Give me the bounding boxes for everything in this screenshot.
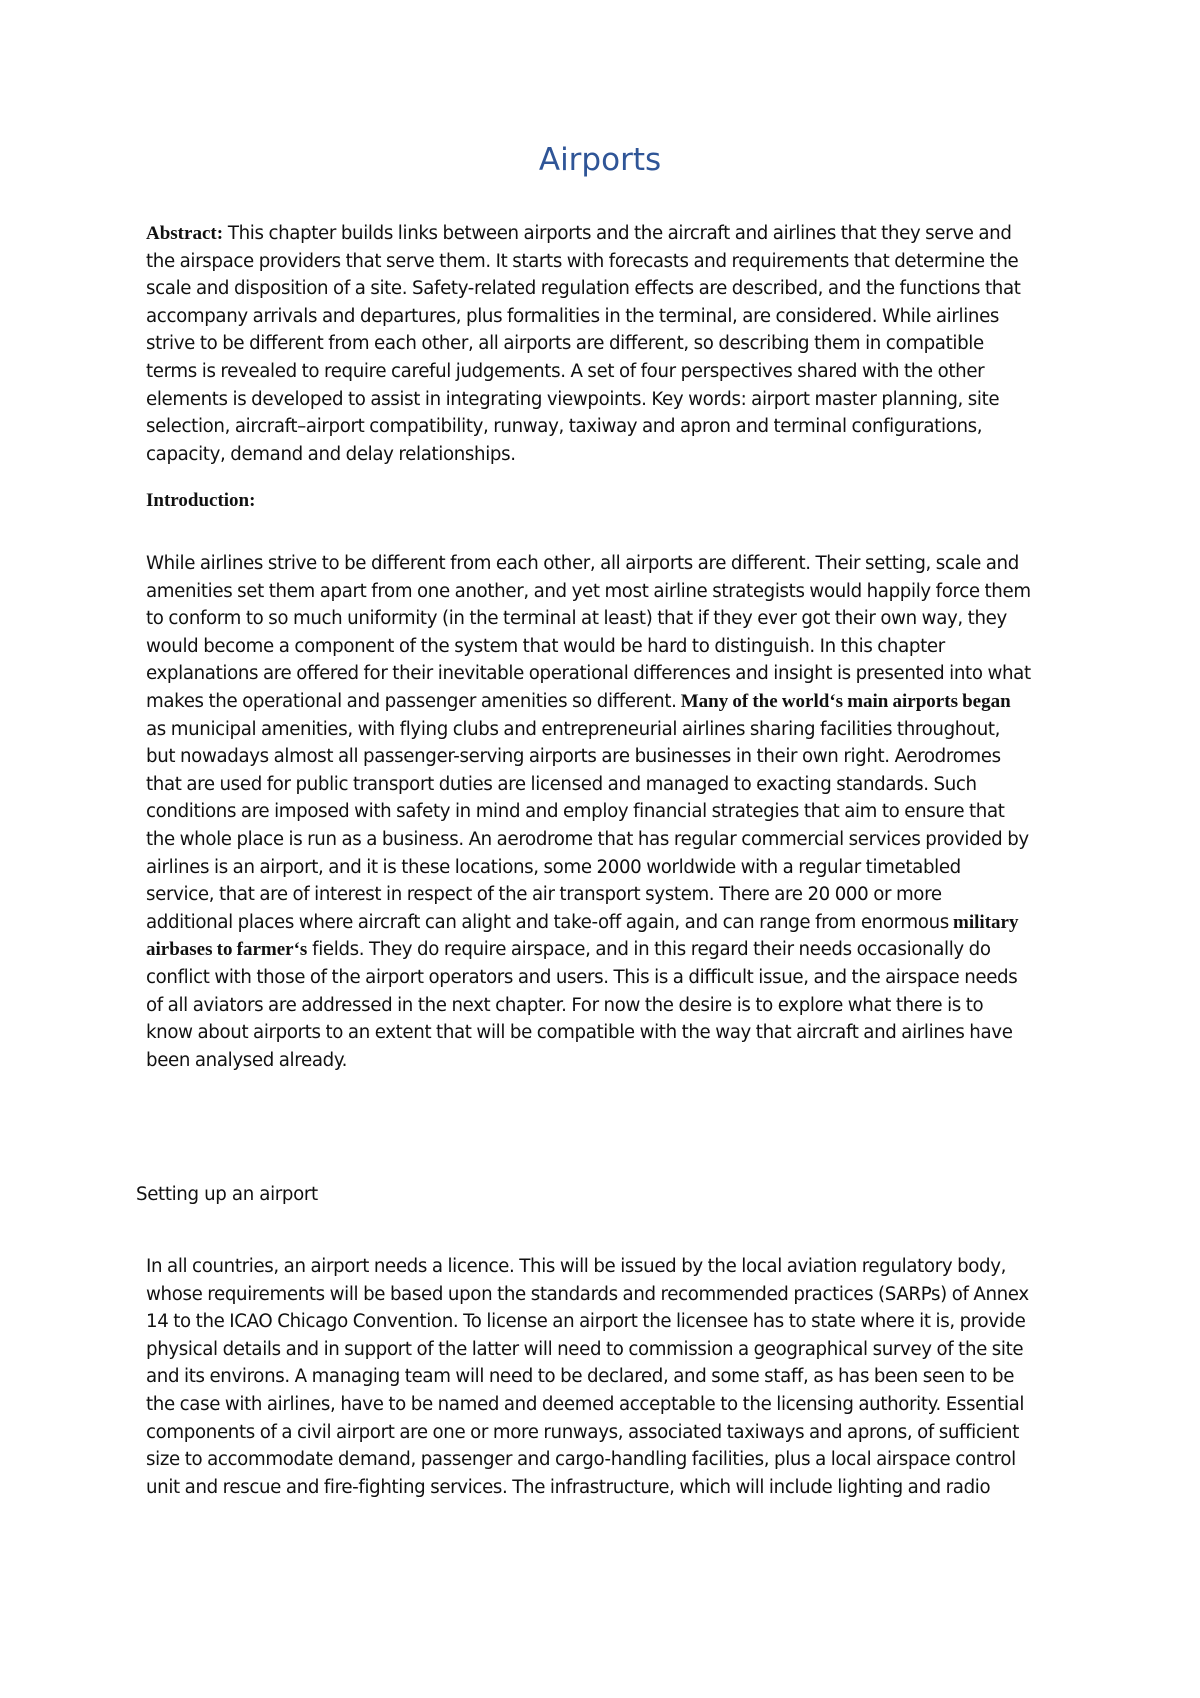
intro-line: conditions are imposed with safety in mind and employ financial strategies that aim to ensure that <box>146 801 1005 823</box>
introduction-heading: Introduction: <box>146 490 256 511</box>
abstract-label: Abstract: <box>146 223 224 244</box>
abstract-line: accompany arrivals and departures, plus formalities in the terminal, are considered. While airlines <box>146 305 1000 327</box>
intro-line: as municipal amenities, with flying clubs and entrepreneurial airlines sharing facilities throughout, <box>146 718 1001 740</box>
intro-line: amenities set them apart from one another, and yet most airline strategists would happily force them <box>146 580 1031 602</box>
intro-line: know about airports to an extent that will be compatible with the way that aircraft and airlines have <box>146 1022 1013 1044</box>
intro-line: that are used for public transport duties are licensed and managed to exacting standards. Such <box>146 773 977 795</box>
intro-line-text: fields. They do require airspace, and in this regard their needs occasionally do <box>307 939 991 961</box>
setting-up-paragraph <box>146 1253 1066 1501</box>
abstract-line: elements is developed to assist in integrating viewpoints. Key words: airport master planning, site <box>146 388 1000 410</box>
intro-line: conflict with those of the airport operators and users. This is a difficult issue, and the airspace needs <box>146 966 1018 988</box>
setting-up-heading: Setting up an airport <box>136 1184 318 1205</box>
setup-line: In all countries, an airport needs a licence. This will be issued by the local aviation regulatory body, <box>146 1256 1007 1277</box>
intro-line-text: additional places where aircraft can alight and take-off again, and can range from enormous <box>146 911 949 933</box>
abstract-line: selection, aircraft–airport compatibility, runway, taxiway and apron and terminal configurations, <box>146 416 983 438</box>
intro-line <box>146 909 1066 937</box>
intro-line: would become a component of the system that would be hard to distinguish. In this chapter <box>146 635 945 657</box>
abstract-line-text: This chapter builds links between airports and the aircraft and airlines that they serve and <box>223 223 1012 244</box>
abstract-line: the airspace providers that serve them. It starts with forecasts and requirements that determine the <box>146 250 1019 272</box>
intro-line: the whole place is run as a business. An aerodrome that has regular commercial services provided by <box>146 828 1029 850</box>
abstract-line: capacity, demand and delay relationships. <box>146 443 516 465</box>
intro-line: While airlines strive to be different from each other, all airports are different. Their setting, scale and <box>146 553 1019 574</box>
setup-line: and its environs. A managing team will need to be declared, and some staff, as has been seen to be <box>146 1366 1015 1388</box>
intro-line: service, that are of interest in respect of the air transport system. There are 20 000 or more <box>146 884 942 906</box>
setup-line: size to accommodate demand, passenger and cargo-handling facilities, plus a local airspace control <box>146 1449 1016 1471</box>
intro-line: airlines is an airport, and it is these locations, some 2000 worldwide with a regular timetabled <box>146 856 961 878</box>
intro-line: explanations are offered for their inevitable operational differences and insight is presented into what <box>146 663 1031 685</box>
intro-bold-phrase: military <box>948 911 1019 933</box>
intro-line: been analysed already. <box>146 1049 348 1071</box>
intro-line: but nowadays almost all passenger-serving airports are businesses in their own right. Aerodromes <box>146 746 1001 768</box>
document-title: Airports <box>538 142 662 178</box>
intro-line <box>146 936 1066 964</box>
abstract-paragraph <box>146 220 1066 468</box>
abstract-line: terms is revealed to require careful judgements. A set of four perspectives shared with the other <box>146 360 985 382</box>
setup-line: whose requirements will be based upon the standards and recommended practices (SARPs) of Annex <box>146 1283 1029 1305</box>
setup-line: physical details and in support of the latter will need to commission a geographical survey of the site <box>146 1338 1024 1360</box>
intro-line: to conform to so much uniformity (in the terminal at least) that if they ever got their own way, they <box>146 608 1007 630</box>
intro-bold-phrase: Many of the world‘s main airports began <box>676 690 1011 712</box>
setup-line: unit and rescue and fire-fighting services. The infrastructure, which will include lighting and radio <box>146 1476 991 1498</box>
setup-line: components of a civil airport are one or more runways, associated taxiways and aprons, of sufficient <box>146 1421 1020 1443</box>
intro-line <box>146 688 1066 716</box>
abstract-line: scale and disposition of a site. Safety-related regulation effects are described, and the functions that <box>146 278 1021 300</box>
abstract-line <box>146 220 1066 248</box>
intro-line: of all aviators are addressed in the next chapter. For now the desire is to explore what there is to <box>146 994 984 1016</box>
intro-line-text: makes the operational and passenger amenities so different. <box>146 690 677 712</box>
abstract-line: strive to be different from each other, all airports are different, so describing them in compatible <box>146 333 984 355</box>
intro-bold-phrase: airbases to farmer‘s <box>146 939 308 961</box>
introduction-paragraph <box>146 550 1066 1074</box>
setup-line: 14 to the ICAO Chicago Convention. To license an airport the licensee has to state where it is, provide <box>146 1311 1026 1333</box>
setup-line: the case with airlines, have to be named and deemed acceptable to the licensing authority. Essential <box>146 1393 1025 1415</box>
